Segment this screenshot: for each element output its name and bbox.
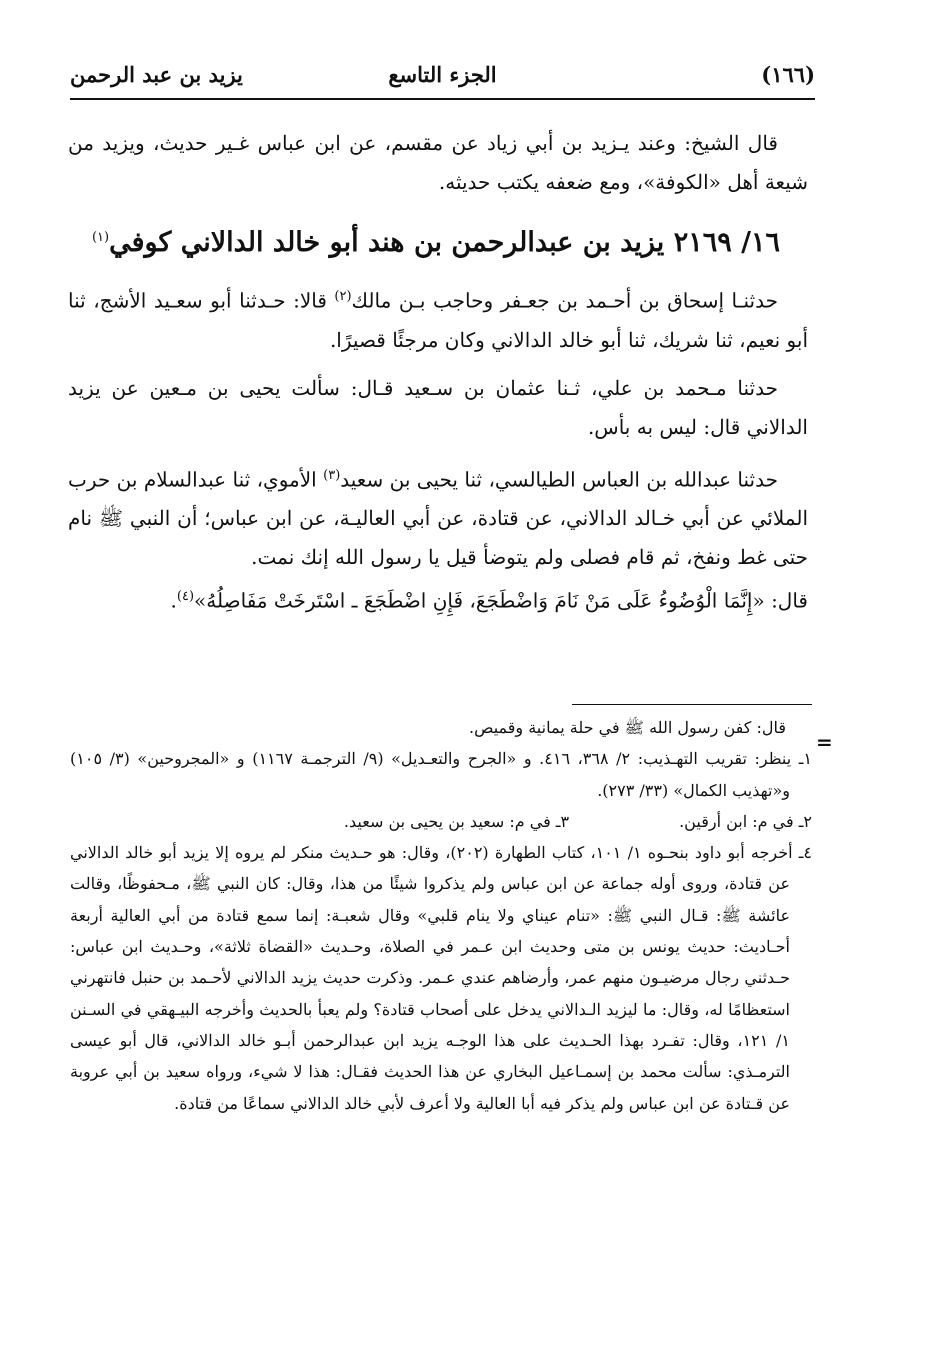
narration-paragraph-1 [68,277,808,360]
volume-title: الجزء التاسع [388,62,497,87]
intro-paragraph: قال الشيخ: وعند يـزيد بن أبي زياد عن مقسم، عن ابن عباس غـير حديث، ويزيد من شيعة أهل «الكوفة»، ومع ضعفه يكتب حديثه. [68,131,808,194]
narration-1-part-a: حدثنـا إسحاق بن أحـمد بن جعـفر وحاجب بـن مالك [351,288,778,313]
footnote-continuation-mark: = [816,730,833,754]
narration-3-part-a: حدثنا عبدالله بن العباس الطيالسي، ثنا يحيى بن سعيد [340,467,778,492]
page-header [70,62,815,98]
footnote-2: ٢ـ في م: ابن أرقين. [679,811,812,831]
entry-heading [68,216,808,265]
footnote-3: ٣ـ في م: سعيد بن يحيى بن سعيد. [343,811,570,831]
footnote-divider [572,704,812,705]
narration-1-part-b: قالا: حـدثنا أبو سعـيد الأشج، ثنا أبو نعيم، ثنا شريك، ثنا أبو خالد الدالاني وكان مرجئًا قصيرًا. [68,288,808,352]
hadith-quote-text: قال: «إِنَّمَا الْوُضُوءُ عَلَى مَنْ نَامَ وَاضْطَجَعَ، فَإِنِ اضْطَجَعَ ـ اسْتَرخَتْ مَفَاصِلُهُ» [194,588,808,613]
footnote-ref-4: (٤) [176,589,195,605]
footnotes-section [70,712,812,1119]
hadith-quote-end: . [170,588,177,613]
page-number: (١٦٦) [761,62,815,87]
footnote-ref-3: (٣) [323,467,341,483]
hadith-quote [68,577,808,621]
header-divider [70,98,815,100]
entry-heading-text: ١٦/ ٢١٦٩ يزيد بن عبدالرحمن بن هند أبو خالد الدالاني كوفي [109,227,780,258]
running-subject: يزيد بن عبد الرحمن [70,62,243,87]
footnote-ref-2: (٢) [334,289,352,304]
footnotes-2-3-row [70,806,812,837]
footnote-1: ١ـ ينظر: تقريب التهـذيب: ٢/ ٣٦٨، ٤١٦. و «الجرح والتعـديل» (٩/ الترجمـة ١١٦٧) و «المجروحين» (٣/ ١٠٥) و«تهذيب الكمال» (٣٣/ ٢٧٣). [70,749,812,800]
footnote-4: ٤ـ أخرجه أبو داود بنحـوه ١/ ١٠١، كتاب الطهارة (٢٠٢)، وقال: هو حـديث منكر لم يروه إلا يزيد أبو خالد الدالاني عن قتادة، وروى أوله جماعة عن ابن عباس ولم يذكروا شيئًا من هذا، وقال: كان النبي ﷺ، مـحفوظًا، وقالت عائشة ﷺ: قـال النبي ﷺ: «تنام عيناي ولا ينام قلبي» وقال شعبـة: إنما سمع قتادة من أبي العالية أربعة أحـاديث: حديث يونس بن متى وحديث ابن عـمر في الصلاة، وحـديث «القضاة ثلاثة»، وحـديث ابن عباس: حـدثني رجال مرضيـون منهم عمر، وأرضاهم عندي عـمر. وذكرت حديث يزيد الدالاني لأحـمد بن حنبل فانتهرني استعظامًا له، وقال: ما ليزيد الـدالاني يدخل على أصحاب قتادة؟ ولم يعبأ بالحديث وأخرجه البيـهقي في السـنن ١/ ١٢١، وقال: تفـرد بهذا الحـديث على هذا الوجـه يزيد ابن عبدالرحمن أبـو خالد الدالاني، قال أبو عيسى الترمـذي: سألت محمد بن إسمـاعيل البخاري عن هذا الحديث فقـال: هذا لا شيء، ورواه سعيد بن أبي عروبة عن قـتادة عن ابن عباس ولم يذكر فيه أبا العالية ولا أعرف لأبي خالد الدالاني سماعًا من قتادة. [70,843,813,1113]
main-text [68,124,808,630]
heading-footnote-ref: (١) [91,230,110,245]
narration-paragraph-2: حدثنا مـحمد بن علي، ثـنا عثمان بن سـعيد قـال: سألت يحيى بن مـعين عن يزيد الدالاني قال: ليس به بأس. [68,375,808,439]
narration-paragraph-3 [68,456,808,578]
narration-3-part-b: الأموي، ثنا عبدالسلام بن حرب الملائي عن أبي خـالد الدالاني، عن قتادة، عن أبي العاليـة، عن ابن عباس؛ أن النبي ﷺ نام حتى غط ونفخ، ثم قام فصلى ولم يتوضأ قيل يا رسول الله إنك نمت. [68,467,808,570]
footnote-continued-line: قال: كفن رسول الله ﷺ في حلة يمانية وقميص. [469,718,786,737]
